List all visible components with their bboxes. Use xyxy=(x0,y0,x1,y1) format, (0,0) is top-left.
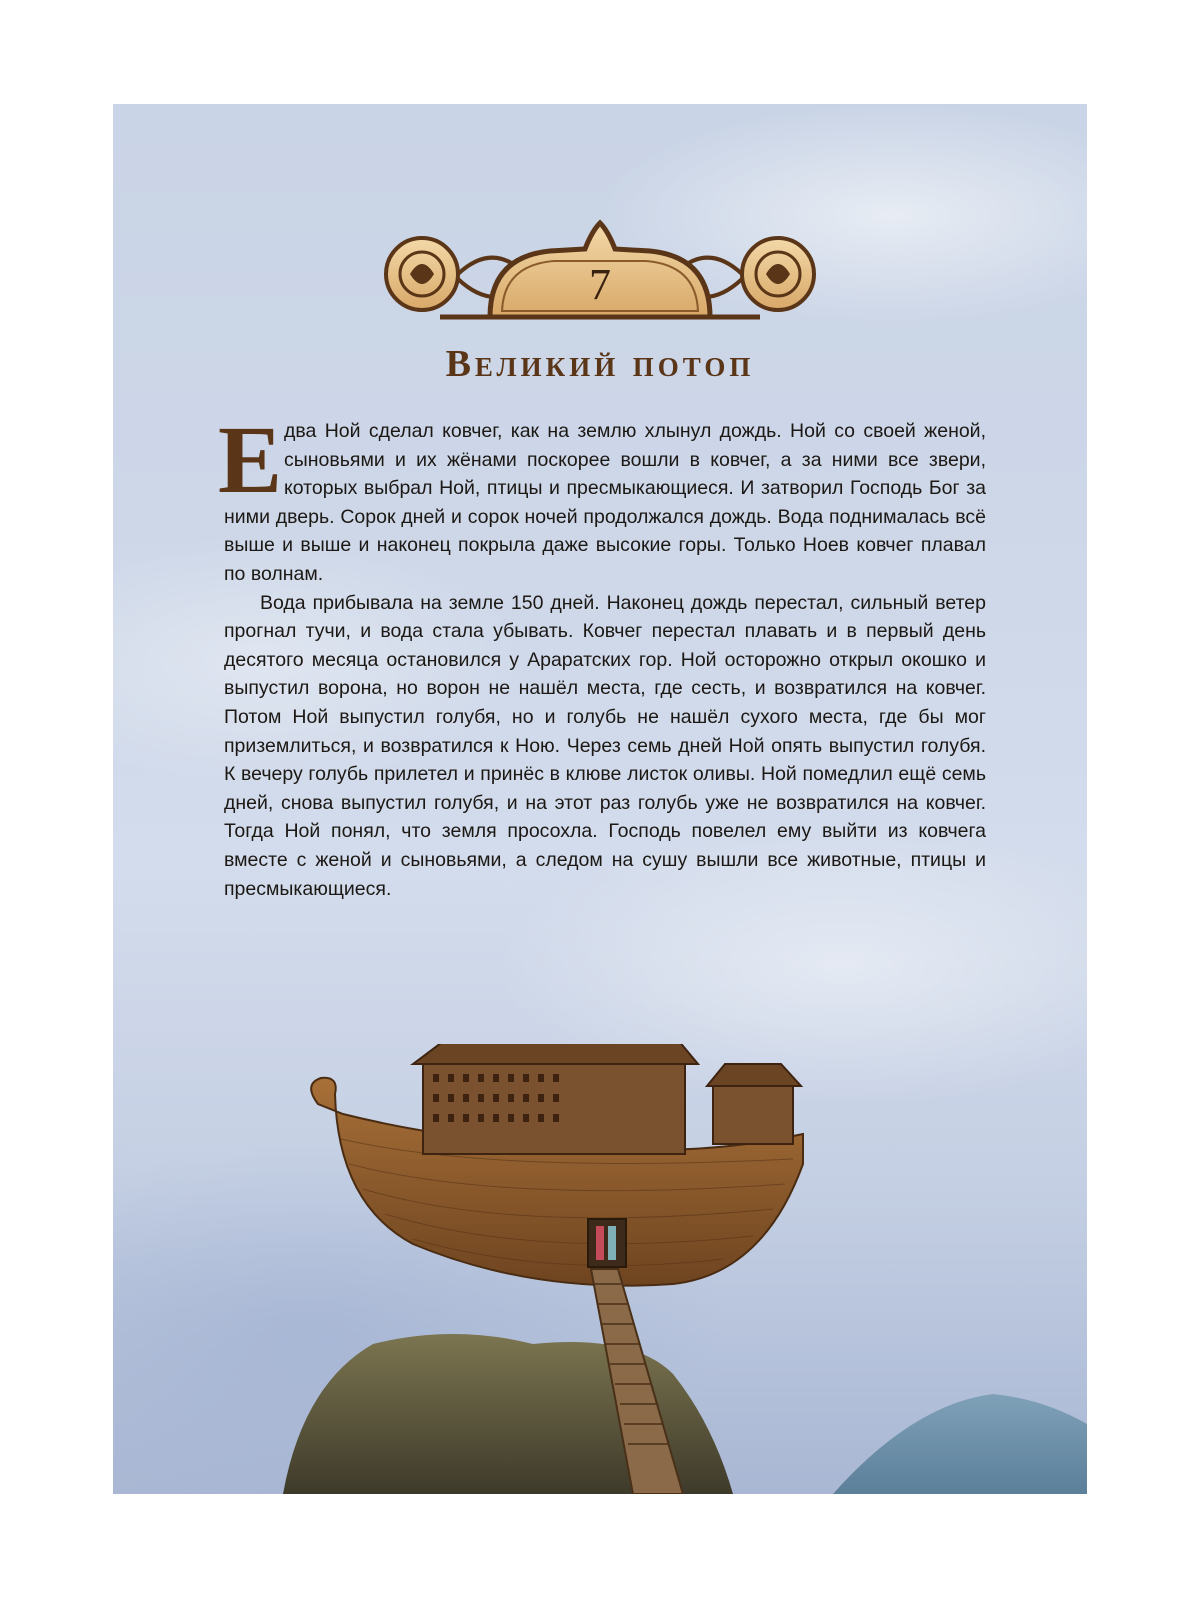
book-page xyxy=(113,104,1087,1494)
chapter-title: Великий потоп xyxy=(445,343,755,385)
story-text xyxy=(218,406,986,903)
ark-roof xyxy=(413,1044,698,1064)
paragraph-2: Вода прибывала на земле 150 дней. Наконец дождь перестал, сильный ветер прогнал тучи, и вода стала убывать. Ковчег перестал плавать и в первый день десятого месяца остановился у Араратских гор. Ной осторожно открыл окошко и выпустил ворона, но ворон не нашёл места, где сесть, и возвратился на ковчег. Потом Ной выпустил голубя, но и голубь не нашёл сухого места, где бы мог приземлиться, и возвратился к Ною. Через семь дней Ной опять выпустил голубя. К вечеру голубь прилетел и принёс в клюве листок оливы. Ной помедлил ещё семь дней, снова выпустил голубя, и на этот раз голубь уже не возвратился на ковчег. Тогда Ной понял, что земля просохла. Господь повелел ему выйти из ковчега вместе с женой и сыновьями, а следом на сушу вышли все животные, птицы и пресмыкающиеся. xyxy=(224,591,986,900)
noahs-ark-illustration-icon xyxy=(113,1044,1087,1494)
paragraph-1 xyxy=(218,406,986,589)
chapter-number: 7 xyxy=(589,260,611,309)
drop-cap: Е xyxy=(218,406,283,513)
paragraph-1-text: два Ной сделал ковчег, как на землю хлынул дождь. Ной со своей женой, сыновьями и их жёнами поскорее вошли в ковчег, а за ними все звери, которых выбрал Ной, птицы и пресмыкающиеся. И затворил Господь Бог за ними дверь. Сорок дней и сорок ночей продолжался дождь. Вода поднималась всё выше и выше и наконец покрыла даже высокие горы. Только Ноев ковчег плавал по волнам. xyxy=(224,420,986,585)
